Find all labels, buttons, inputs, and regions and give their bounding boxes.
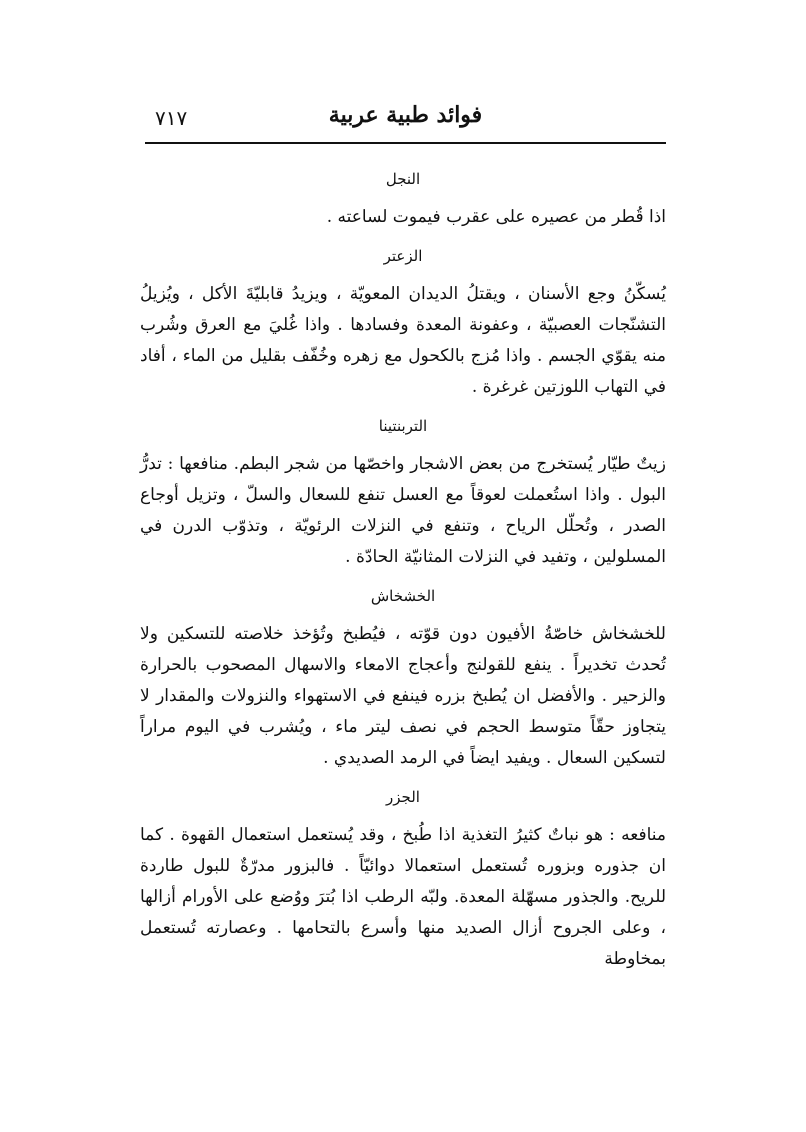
section-title: الخشخاش <box>370 587 436 605</box>
page-content <box>140 162 666 989</box>
header-rule <box>145 142 666 144</box>
section-poppy <box>140 587 666 774</box>
section-zaatar <box>140 247 666 403</box>
section-najl <box>140 170 666 233</box>
page-number: ٧١٧ <box>155 106 188 130</box>
running-title: فوائد طبية عربية <box>328 102 483 128</box>
section-title: الزعتر <box>383 247 423 265</box>
section-text: للخشخاش خاصّةُ الأفيون دون قوّته ، فيُطبخ وتُؤخذ خلاصته للتسكين ولا تُحدث تخديراً . ينفع للقولنج وأعجاج الامعاء والاسهال المصحوب بالحرارة والزحير . والأفضل ان يُطبخ بزره فينفع في الاستهواء والنزولات والمقدار لا يتجاوز حقّاً متوسط الحجم في نصف ليتر ماء ، ويُشرب في اليوم مراراً لتسكين السعال . ويفيد ايضاً في الرمد الصديدي . <box>140 624 666 768</box>
section-carrot <box>140 788 666 975</box>
section-turpentine <box>140 417 666 573</box>
section-title: التربنتينا <box>378 417 428 435</box>
section-text: زيتٌ طيّار يُستخرج من بعض الاشجار واخصّها من شجر البطم. منافعها : تدرُّ البول . واذا استُعملت لعوقاً مع العسل تنفع للسعال والسلّ ، وتزيل أوجاع الصدر ، وتُحلّل الرياح ، وتنفع في النزلات الرئويّة ، وتذوّب الدرن في المسلولين ، وتفيد في النزلات المثانيّة الحادّة . <box>140 454 666 567</box>
page-header <box>145 102 666 142</box>
section-title: الجزر <box>386 788 420 806</box>
section-text: اذا قُطر من عصيره على عقرب فيموت لساعته . <box>326 207 666 227</box>
section-text: منافعه : هو نباتٌ كثيرُ التغذية اذا طُبخ ، وقد يُستعمل استعمال القهوة . كما ان جذوره وبزوره تُستعمل استعمالا دوائيّاً . فالبزور مدرّةٌ للبول طاردة للريح. والجذور مسهّلة المعدة. ولبّه الرطب اذا بُترَ ووُضع على الأورام أزالها ، وعلى الجروح أزال الصديد منها وأسرع بالتحامها . وعصارته تُستعمل بمخاوطة <box>140 825 666 969</box>
section-text: يُسكّنُ وجع الأسنان ، ويقتلُ الديدان المعويّة ، ويزيدُ قابليّةَ الأكل ، ويُزيلُ التشنّجات العصبيّة ، وعفونة المعدة وفسادها . واذا غُليَ مع العرق وشُرب منه يقوّي الجسم . واذا مُزج بالكحول مع زهره وخُفّف بقليل من الماء ، أفاد في التهاب اللوزتين غرغرة . <box>140 284 666 397</box>
section-title: النجل <box>385 170 421 188</box>
